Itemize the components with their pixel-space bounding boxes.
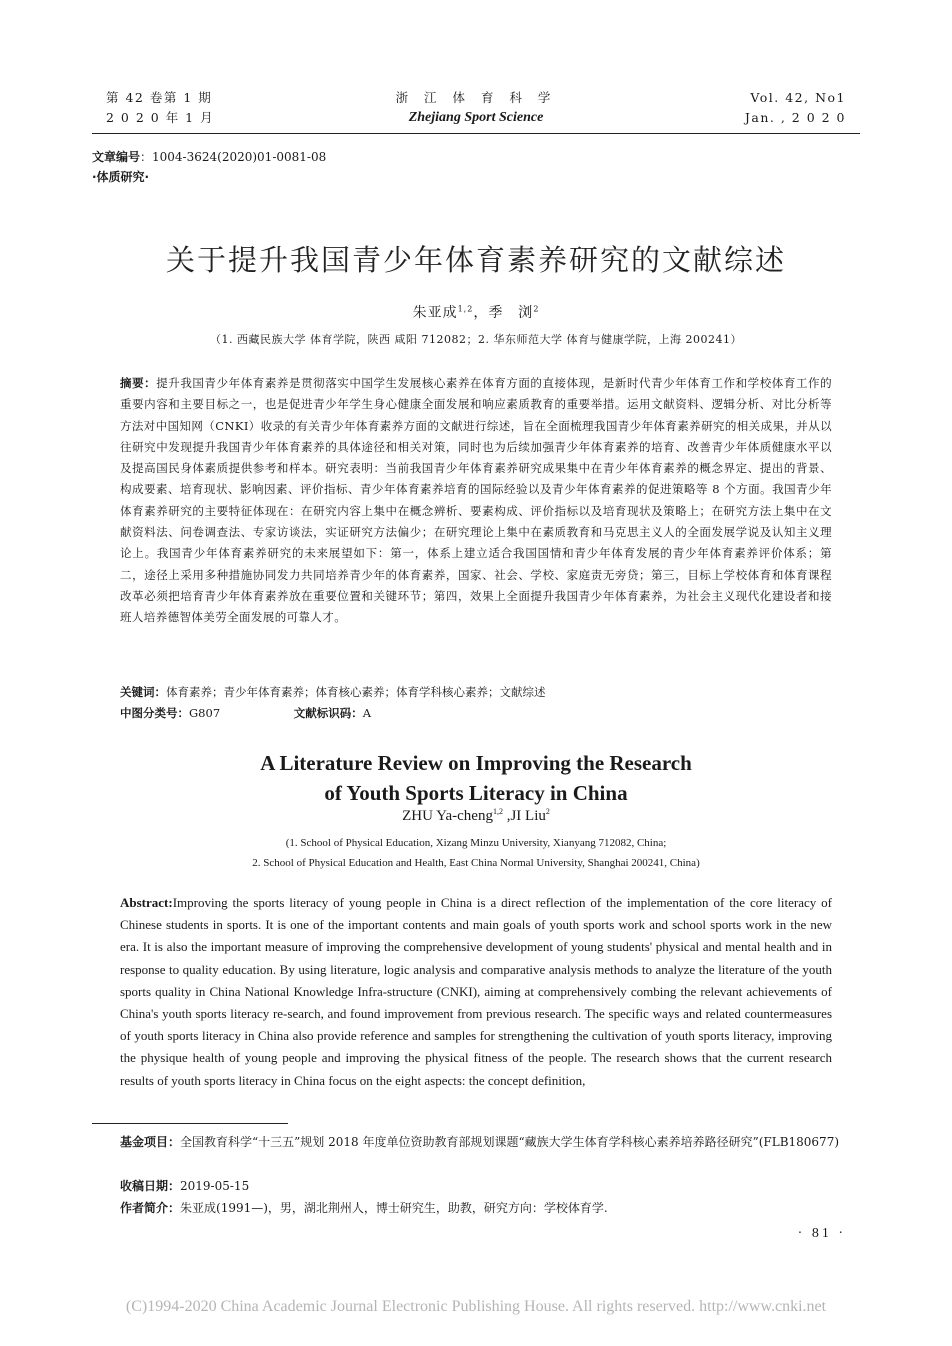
authors-en [0,808,952,825]
keywords-cn-text: 体育素养；青少年体育素养；体育核心素养；体育学科核心素养；文献综述 [166,685,546,699]
classification [120,703,832,723]
date-cn: 2 0 2 0 年 1 月 [106,110,215,125]
fund-label: 基金项目： [120,1135,181,1149]
author-sep-cn: ， [473,305,489,321]
page-number: · 81 · [797,1226,846,1241]
author2-cn: 季 浏 [488,305,534,321]
header-rule [92,133,860,134]
journal-name-cn: 浙 江 体 育 科 学 [395,90,557,105]
article-number-label: 文章编号 [92,150,141,164]
abstract-en-label: Abstract: [120,895,173,910]
author1-cn: 朱亚成 [412,305,458,321]
article-number [92,148,326,166]
title-cn: 关于提升我国青少年体育素养研究的文献综述 [165,243,786,277]
footnote-rule [92,1123,288,1124]
abstract-cn [120,373,832,629]
keywords-cn [120,682,832,702]
received-label: 收稿日期： [120,1179,181,1193]
doc-code-label: 文献标识码： [293,706,363,720]
author-bio [92,1198,868,1218]
copyright-notice: (C)1994-2020 China Academic Journal Electronic Publishing House. All rights reserved. http://www.cnki.net [125,1298,827,1315]
author2-en: JI Liu [510,808,546,824]
author1-affil-cn: 1,2 [457,304,474,314]
title-en-line2: of Youth Sports Literacy in China [324,781,628,805]
doc-code-value: A [362,706,372,720]
article-number-value: ：1004-3624(2020)01-0081-08 [140,150,327,164]
affiliation-en [0,833,952,873]
clc-value: G807 [189,706,221,720]
received-date [92,1176,868,1196]
section-tag [92,168,149,186]
date-en: Jan. , 2 0 2 0 [744,110,846,125]
fund-text: 全国教育科学“十三五”规划 2018 年度单位资助教育部规划课题“藏族大学生体育学科核心素养培养路径研究”(FLB180677) [180,1135,840,1149]
author2-affil-cn: 2 [533,304,540,314]
title-en [0,748,952,808]
abstract-cn-text: 提升我国青少年体育素养是贯彻落实中国学生发展核心素养在体育方面的直接体现，是新时代青少年体育工作和学校体育工作的重要内容和主要目标之一，也是促进青少年学生身心健康全面发展和响应素质教育的重要举措。运用文献资料、逻辑分析、对比分析等方法对中国知网（CNKI）收录的有关青少年体育素养方面的文献进行综述，旨在全面梳理我国青少年体育素养研究的相关成果，并从以往研究中发现提升我国青少年体育素养的具体途径和相关对策，同时也为后续加强青少年体育素养的培育、改善青少年体质健康水平以及提高国民身体素质提供参考和样本。研究表明：当前我国青少年体育素养研究成果集中在青少年体育素养的概念界定、提出的背景、构成要素、培育现状、影响因素、评价指标、青少年体育素养培育的国际经验以及青少年体育素养的促进策略等 8 个方面。我国青少年体育素养研究的主要特征体现在：在研究内容上集中在概念辨析、要素构成、评价指标以及培育现状及策略上；在研究方法上集中在文献资料法、问卷调查法、专家访谈法，实证研究方法偏少；在研究理论上集中在素质教育和马克思主义人的全面发展学说及认知主义理论上。我国青少年体育素养研究的未来展望如下：第一，体系上建立适合我国国情和青少年体育发展的青少年体育素养评价体系；第二，途径上采用多种措施协同发力共同培养青少年的体育素养，国家、社会、学校、家庭责无旁贷；第三，目标上学校体育和体育课程改革必须把培育青少年体育素养放在重要位置和关键环节；第四，效果上全面提升我国青少年体育素养，为社会主义现代化建设者和接班人培养德智体美劳全面发展的可靠人才。 [120,376,832,625]
title-en-line1: A Literature Review on Improving the Research [260,751,692,775]
authors-cn [0,302,952,322]
volume-issue-cn: 第 42 卷第 1 期 [106,90,213,105]
abstract-cn-label: 摘要： [120,376,157,390]
author1-affil-en: 1,2 [492,807,503,816]
fund-note [92,1132,868,1152]
section-label: ·体质研究· [92,170,150,184]
author1-en: ZHU Ya-cheng [402,808,493,824]
journal-name-en: Zhejiang Sport Science [408,110,544,125]
author-bio-label: 作者简介： [120,1201,181,1215]
author-sep-en: , [502,808,511,824]
affiliation-en-line2: 2. School of Physical Education and Health, East China Normal University, Shanghai 200241, China) [252,857,700,869]
clc-label: 中图分类号： [120,706,189,720]
volume-issue-en: Vol. 42, No1 [750,90,846,105]
author2-affil-en: 2 [545,807,550,816]
affiliation-cn: （1. 西藏民族大学 体育学院，陕西 咸阳 712082；2. 华东师范大学 体育与健康学院，上海 200241） [210,333,742,346]
abstract-en [120,892,832,1092]
keywords-cn-label: 关键词： [120,685,166,699]
received-value: 2019-05-15 [180,1179,250,1193]
abstract-en-text: Improving the sports literacy of young people in China is a direct reflection of the implementation of the core literacy of Chinese students in sports. It is one of the important contents and main goals of youth sports work and school sports work in the new era. It is also the important measure of improving the comprehensive development of young students' physical and mental health and in response to quality education. By using literature, logic analysis and comparative analysis methods to analyze the literature of the youth sports quality in China National Knowledge Infra-structure (CNKI), aiming at comprehensively combing the relevant achievements of China's youth sports literacy re-search, and found improvement from previous research. The specific ways and related countermeasures of youth sports literacy in China also provide reference and samples for strengthening the cultivation of youth sports literacy, improving the physique health of young people and improving the physical fitness of the people. The research shows that the current research results of youth sports literacy in China focus on the eight aspects: the concept definition, [120,895,832,1088]
author-bio-text: 朱亚成(1991—)，男，湖北荆州人，博士研究生，助教，研究方向：学校体育学. [180,1201,608,1215]
journal-volume-issue-en [745,88,846,128]
affiliation-en-line1: (1. School of Physical Education, Xizang Minzu University, Xianyang 712082, China; [285,837,667,849]
